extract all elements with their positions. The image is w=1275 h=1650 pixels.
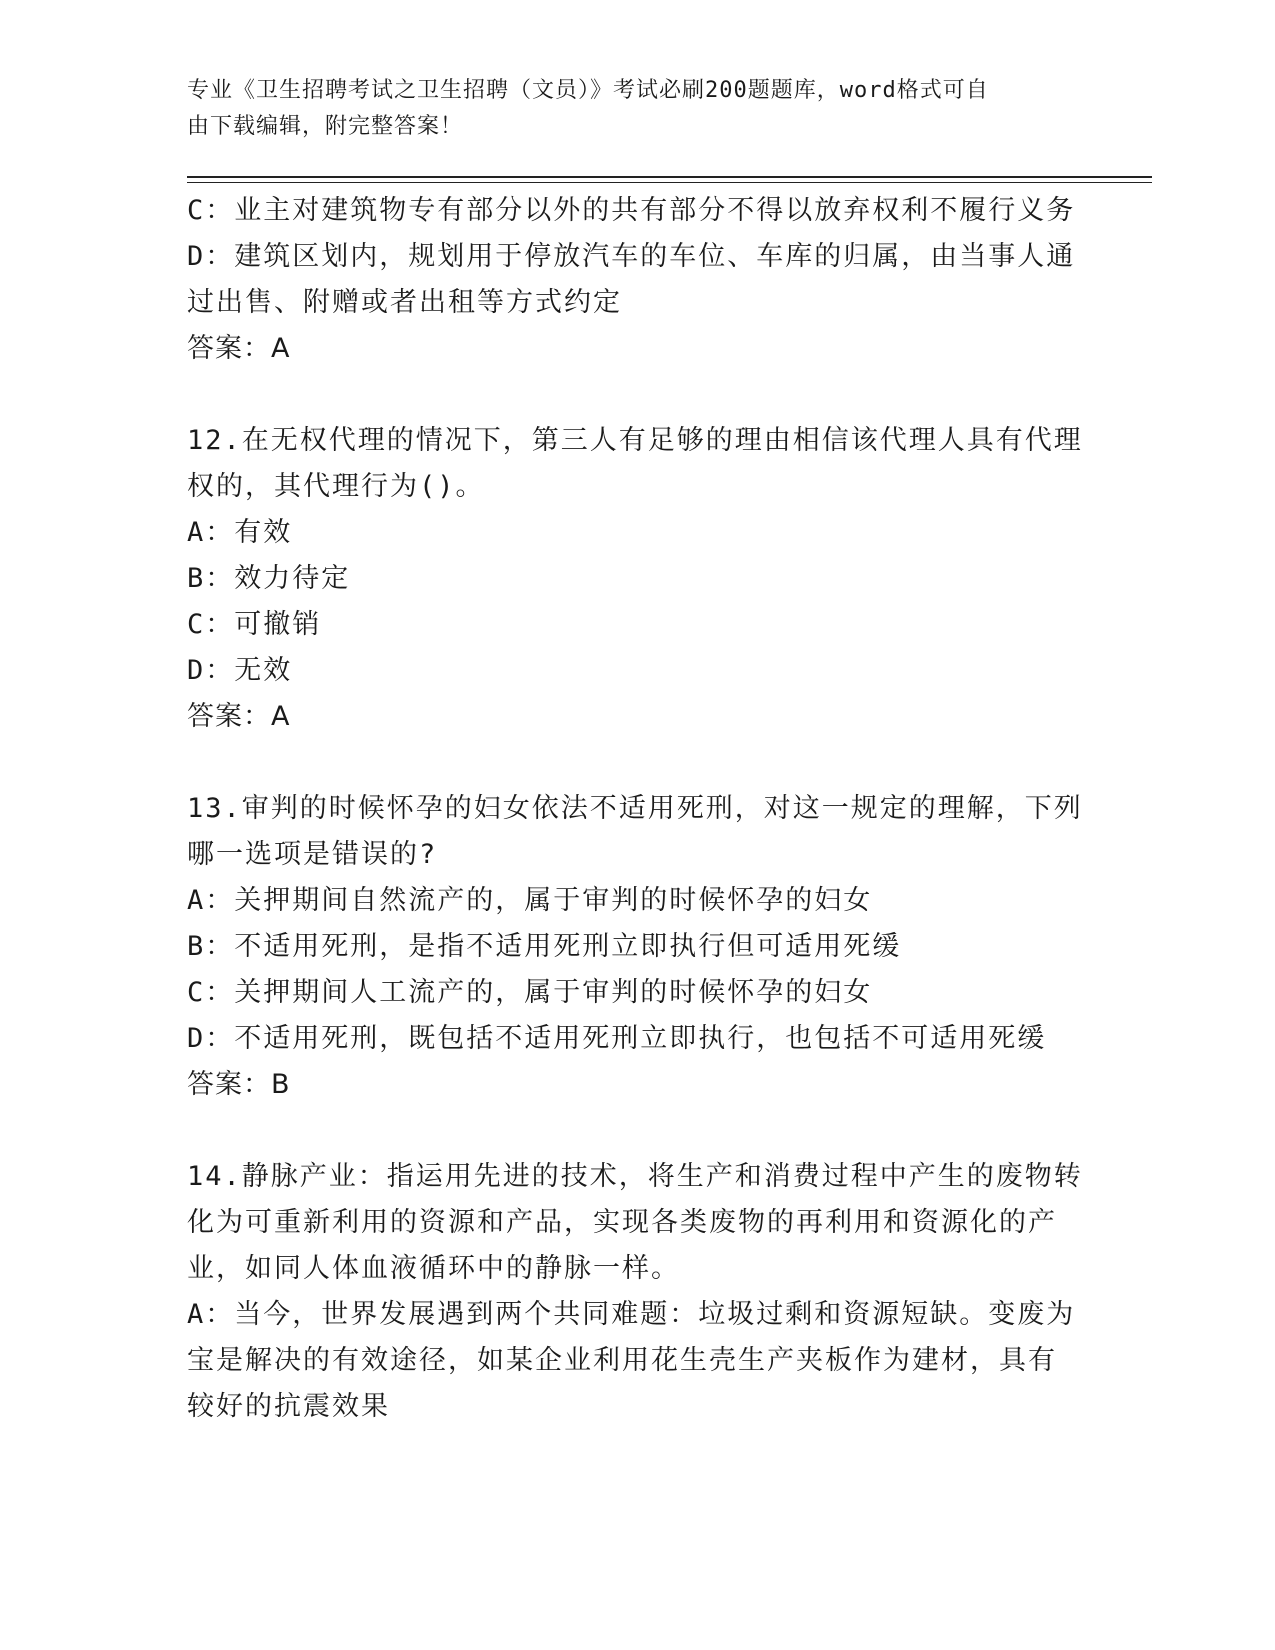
q14-stem-line-3: 业，如同人体血液循环中的静脉一样。	[187, 1253, 680, 1284]
prev-answer: 答案：A	[187, 333, 291, 364]
spacer	[187, 372, 1067, 418]
header-divider-thick	[187, 176, 1152, 178]
q14-stem-line-1: 14.静脉产业：指运用先进的技术，将生产和消费过程中产生的废物转	[187, 1161, 1083, 1192]
q12-stem-line-1: 12.在无权代理的情况下，第三人有足够的理由相信该代理人具有代理	[187, 425, 1083, 456]
prev-option-d-line-1: D：建筑区划内，规划用于停放汽车的车位、车库的归属，由当事人通	[187, 241, 1076, 272]
q13-answer: 答案：B	[187, 1069, 291, 1100]
q14-option-a-line-3: 较好的抗震效果	[187, 1391, 390, 1422]
document-header	[187, 73, 1067, 145]
q12-option-a: A：有效	[187, 517, 293, 548]
q12-option-b: B：效力待定	[187, 563, 351, 594]
question-content	[187, 188, 1083, 1430]
q14-stem-line-2: 化为可重新利用的资源和产品，实现各类废物的再利用和资源化的产	[187, 1207, 1057, 1238]
prev-option-c: C：业主对建筑物专有部分以外的共有部分不得以放弃权利不履行义务	[187, 195, 1076, 226]
q12-stem-line-2: 权的，其代理行为()。	[187, 471, 485, 502]
q13-option-c: C：关押期间人工流产的，属于审判的时候怀孕的妇女	[187, 977, 873, 1008]
q13-option-d: D：不适用死刑，既包括不适用死刑立即执行，也包括不可适用死缓	[187, 1023, 1047, 1054]
q12-option-c: C：可撤销	[187, 609, 322, 640]
q14-option-a-line-2: 宝是解决的有效途径，如某企业利用花生壳生产夹板作为建材，具有	[187, 1345, 1057, 1376]
q14-option-a-line-1: A：当今，世界发展遇到两个共同难题：垃圾过剩和资源短缺。变废为	[187, 1299, 1076, 1330]
q13-option-a: A：关押期间自然流产的，属于审判的时候怀孕的妇女	[187, 885, 873, 916]
header-divider-thin	[187, 182, 1152, 183]
q13-stem-line-2: 哪一选项是错误的?	[187, 839, 438, 870]
spacer	[187, 1108, 1067, 1154]
header-line-2: 由下载编辑，附完整答案！	[187, 114, 464, 139]
q12-option-d: D：无效	[187, 655, 293, 686]
q13-stem-line-1: 13.审判的时候怀孕的妇女依法不适用死刑，对这一规定的理解，下列	[187, 793, 1083, 824]
q12-answer: 答案：A	[187, 701, 291, 732]
prev-option-d-line-2: 过出售、附赠或者出租等方式约定	[187, 287, 622, 318]
spacer	[187, 740, 1067, 786]
q13-option-b: B：不适用死刑，是指不适用死刑立即执行但可适用死缓	[187, 931, 902, 962]
header-line-1: 专业《卫生招聘考试之卫生招聘（文员）》考试必刷200题题库，word格式可自	[187, 78, 989, 103]
